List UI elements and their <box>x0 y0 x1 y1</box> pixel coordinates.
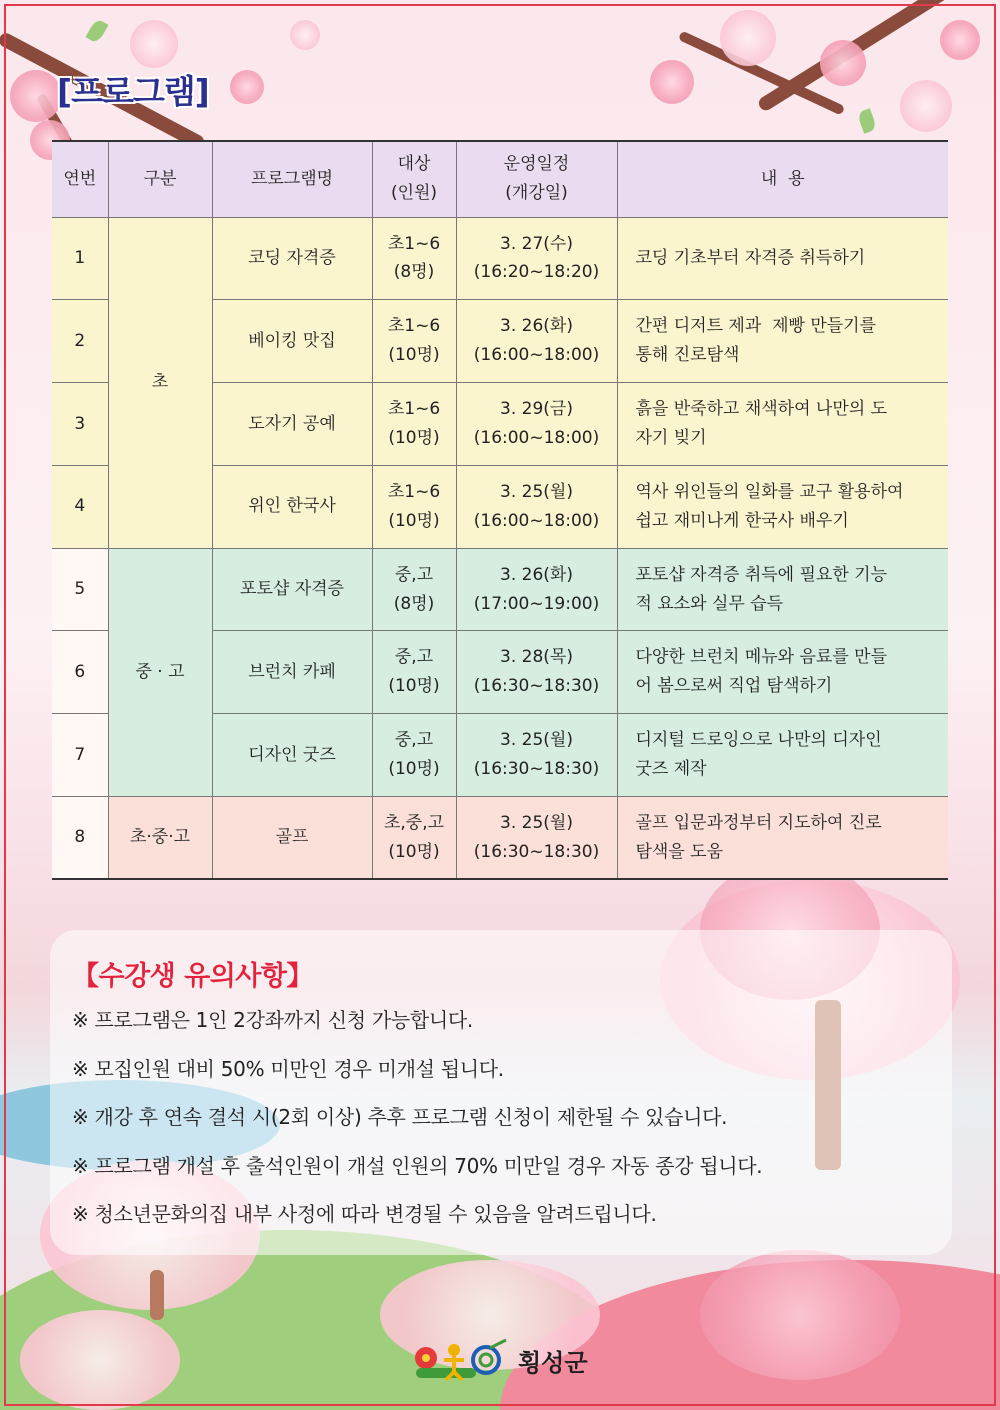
cherry-blossom-icon <box>290 20 320 50</box>
category-cell: 중 · 고 <box>108 548 212 796</box>
notice-item: ※ 개강 후 연속 결석 시(2회 이상) 추후 프로그램 신청이 제한될 수 있습니다. <box>72 1105 728 1129</box>
logo-icon <box>410 1338 510 1382</box>
content-cell: 다양한 브런치 메뉴와 음료를 만들 어 봄으로써 직업 탐색하기 <box>617 631 948 714</box>
content-cell: 골프 입문과정부터 지도하여 진로 탐색을 도움 <box>617 797 948 880</box>
schedule-cell: 3. 25(월) (16:30~18:30) <box>456 797 617 880</box>
content-cell: 디지털 드로잉으로 나만의 디자인 굿즈 제작 <box>617 714 948 797</box>
leaf-icon <box>85 18 108 44</box>
content-cell: 흙을 반죽하고 채색하여 나만의 도 자기 빚기 <box>617 383 948 466</box>
schedule-cell: 3. 28(목) (16:30~18:30) <box>456 631 617 714</box>
row-no: 6 <box>52 631 108 714</box>
cherry-blossom-icon <box>130 20 178 68</box>
table-row <box>52 217 948 300</box>
header-content: 내 용 <box>617 141 948 217</box>
row-no: 3 <box>52 383 108 466</box>
notice-item: ※ 청소년문화의집 내부 사정에 따라 변경될 수 있음을 알려드립니다. <box>72 1202 657 1226</box>
row-no: 8 <box>52 797 108 880</box>
row-no: 1 <box>52 217 108 300</box>
row-no: 4 <box>52 465 108 548</box>
row-no: 2 <box>52 300 108 383</box>
target-cell: 초,중,고 (10명) <box>372 797 456 880</box>
notice-item: ※ 프로그램 개설 후 출석인원이 개설 인원의 70% 미만일 경우 자동 종강 됩니다. <box>72 1153 763 1178</box>
schedule-cell: 3. 26(화) (16:00~18:00) <box>456 300 617 383</box>
content-cell: 간편 디저트 제과 제빵 만들기를 통해 진로탐색 <box>617 300 948 383</box>
notice-list <box>72 1004 762 1247</box>
table-row <box>52 797 948 880</box>
notice-title: 【수강생 유의사항】 <box>72 961 313 992</box>
blossom-bush <box>20 1310 180 1410</box>
notice-item: ※ 모집인원 대비 50% 미만인 경우 미개설 됩니다. <box>72 1056 504 1081</box>
row-no: 5 <box>52 548 108 631</box>
schedule-cell: 3. 29(금) (16:00~18:00) <box>456 383 617 466</box>
cherry-blossom-icon <box>900 80 952 132</box>
tree-trunk <box>150 1270 164 1320</box>
cherry-blossom-icon <box>230 70 264 104</box>
header-no: 연번 <box>52 141 108 217</box>
header-name: 프로그램명 <box>212 141 372 217</box>
program-name: 디자인 굿즈 <box>212 714 372 797</box>
table-header-row <box>52 141 948 217</box>
table-row <box>52 548 948 631</box>
row-no: 7 <box>52 714 108 797</box>
header-target: 대상 (인원) <box>372 141 456 217</box>
program-name: 코딩 자격증 <box>212 217 372 300</box>
notice-panel <box>50 930 952 1255</box>
header-category: 구분 <box>108 141 212 217</box>
logo-text: 횡성군 <box>518 1348 588 1377</box>
header-schedule: 운영일정 (개강일) <box>456 141 617 217</box>
target-cell: 중,고 (8명) <box>372 548 456 631</box>
cherry-blossom-icon <box>940 20 980 60</box>
target-cell: 초1~6 (10명) <box>372 300 456 383</box>
program-name: 베이킹 맛집 <box>212 300 372 383</box>
content-cell: 역사 위인들의 일화를 교구 활용하여 쉽고 재미나게 한국사 배우기 <box>617 465 948 548</box>
target-cell: 중,고 (10명) <box>372 714 456 797</box>
blossom-bush <box>700 1250 900 1380</box>
notice-item: ※ 프로그램은 1인 2강좌까지 신청 가능합니다. <box>72 1008 473 1032</box>
category-cell: 초·중·고 <box>108 797 212 880</box>
program-name: 도자기 공예 <box>212 383 372 466</box>
target-cell: 초1~6 (10명) <box>372 383 456 466</box>
cherry-blossom-icon <box>820 40 866 86</box>
cherry-blossom-icon <box>650 60 694 104</box>
content-cell: 코딩 기초부터 자격증 취득하기 <box>617 217 948 300</box>
schedule-cell: 3. 26(화) (17:00~19:00) <box>456 548 617 631</box>
category-cell: 초 <box>108 217 212 548</box>
content-cell: 포토샵 자격증 취득에 필요한 기능 적 요소와 실무 습득 <box>617 548 948 631</box>
cherry-blossom-icon <box>720 10 776 66</box>
leaf-icon <box>857 108 878 133</box>
program-table <box>52 140 948 880</box>
footer-logo <box>410 1338 588 1382</box>
target-cell: 초1~6 (8명) <box>372 217 456 300</box>
program-name: 위인 한국사 <box>212 465 372 548</box>
program-name: 골프 <box>212 797 372 880</box>
target-cell: 중,고 (10명) <box>372 631 456 714</box>
page-title: [프로그램] <box>57 72 209 111</box>
cherry-blossom-icon <box>10 70 62 122</box>
program-name: 포토샵 자격증 <box>212 548 372 631</box>
schedule-cell: 3. 25(월) (16:30~18:30) <box>456 714 617 797</box>
target-cell: 초1~6 (10명) <box>372 465 456 548</box>
schedule-cell: 3. 27(수) (16:20~18:20) <box>456 217 617 300</box>
schedule-cell: 3. 25(월) (16:00~18:00) <box>456 465 617 548</box>
program-name: 브런치 카페 <box>212 631 372 714</box>
